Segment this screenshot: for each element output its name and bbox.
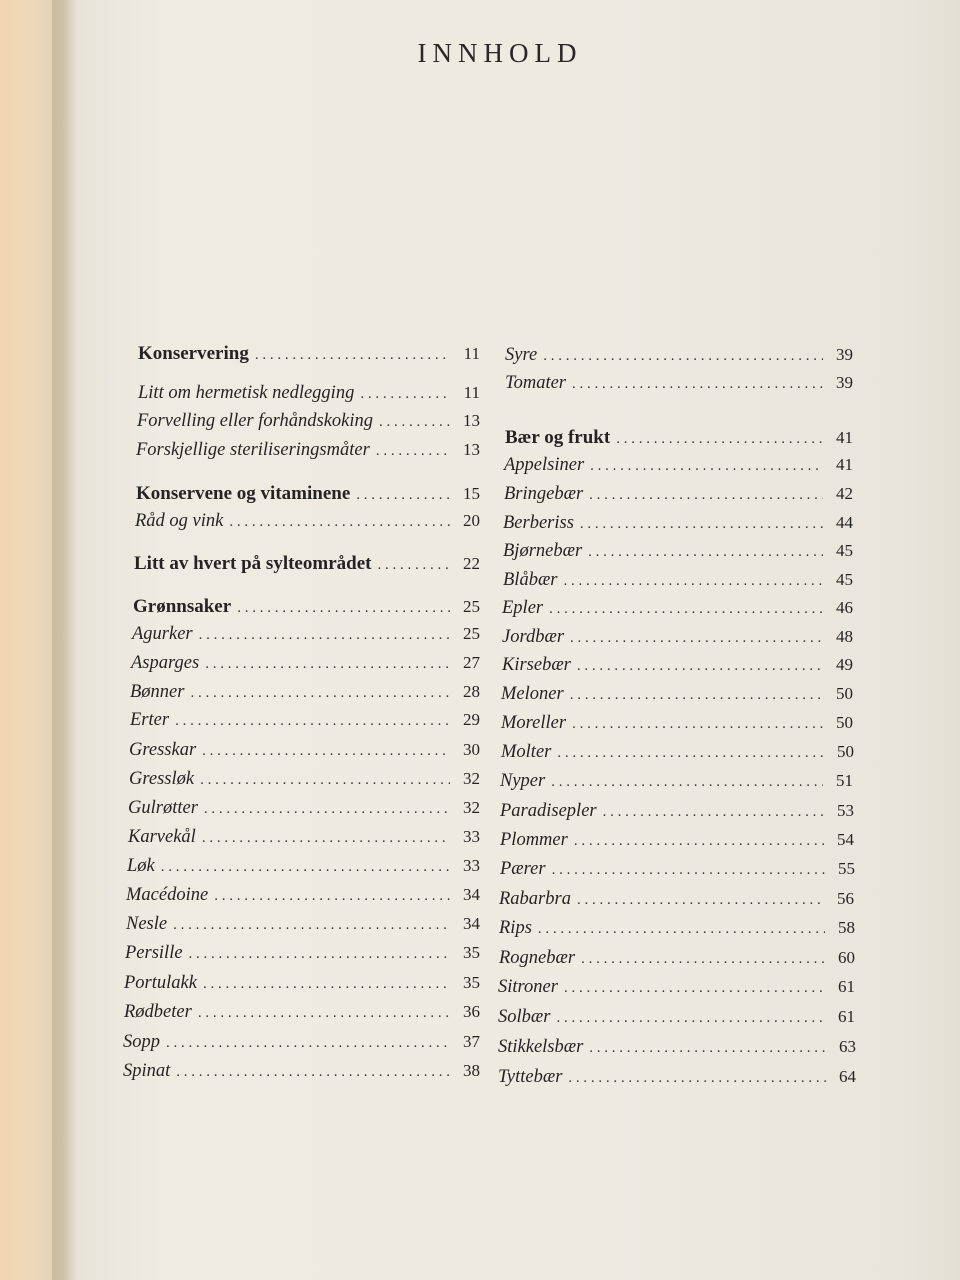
toc-entry-tyttebaer (498, 1067, 856, 1093)
toc-entry-page-number: 48 (836, 627, 853, 646)
dot-leader (175, 713, 450, 730)
toc-entry-label: Meloner (501, 684, 564, 704)
toc-entry-konservene-og-vitaminene (136, 483, 480, 509)
toc-entry-page-number: 11 (463, 344, 480, 363)
toc-entry-paerer (500, 859, 855, 885)
dot-leader (603, 804, 824, 821)
toc-entry-label: Agurker (132, 624, 193, 644)
toc-entry-label: Solbær (498, 1007, 551, 1027)
dot-leader (551, 774, 823, 791)
toc-entry-label: Konservering (138, 343, 249, 364)
toc-entry-label: Jordbær (502, 627, 565, 647)
dot-leader (563, 573, 823, 590)
toc-entry-konservering (138, 343, 480, 369)
toc-entry-appelsiner (504, 455, 853, 481)
toc-entry-label: Løk (127, 856, 155, 876)
toc-entry-macedoine (126, 885, 480, 911)
toc-entry-forvelling-eller-forhandskoking (137, 411, 480, 437)
toc-entry-page-number: 50 (837, 742, 854, 761)
toc-entry-baer-og-frukt (505, 427, 853, 453)
toc-entry-rabarbra (499, 889, 854, 915)
dot-leader (588, 544, 823, 561)
toc-entry-label: Bær og frukt (505, 427, 611, 448)
dot-leader (204, 801, 450, 818)
toc-entry-label: Tyttebær (498, 1067, 563, 1087)
dot-leader (360, 386, 450, 403)
dot-leader (214, 888, 450, 905)
toc-entry-gronnsaker (133, 596, 480, 622)
toc-entry-label: Stikkelsbær (498, 1037, 584, 1057)
toc-entry-rognebaer (499, 948, 855, 974)
toc-entry-page-number: 49 (836, 655, 853, 674)
dot-leader (574, 833, 824, 850)
toc-entry-label: Syre (505, 345, 538, 365)
dot-leader (199, 627, 450, 644)
toc-entry-page-number: 30 (463, 740, 480, 759)
toc-entry-portulakk (124, 973, 480, 999)
toc-entry-nyper (500, 771, 853, 797)
dot-leader (173, 917, 450, 934)
toc-entry-label: Litt av hvert på sylteområdet (134, 553, 372, 574)
toc-entry-page-number: 35 (463, 973, 480, 992)
dot-leader (205, 656, 450, 673)
toc-entry-paradisepler (500, 801, 854, 827)
dot-leader (229, 514, 450, 531)
toc-entry-epler (502, 598, 853, 624)
toc-entry-page-number: 50 (836, 684, 853, 703)
toc-entry-page-number: 35 (463, 943, 480, 962)
toc-entry-forskjellige-steriliseringsmater (136, 440, 480, 466)
toc-entry-page-number: 36 (463, 1002, 480, 1021)
toc-entry-page-number: 27 (463, 653, 480, 672)
dot-leader (538, 921, 825, 938)
toc-entry-berberiss (503, 513, 853, 539)
dot-leader (198, 1005, 450, 1022)
toc-entry-rad-og-vink (135, 511, 480, 537)
toc-entry-label: Råd og vink (135, 511, 224, 531)
dot-leader (564, 980, 825, 997)
dot-leader (166, 1035, 450, 1052)
dot-leader (379, 414, 450, 431)
toc-entry-label: Forvelling eller forhåndskoking (137, 411, 374, 431)
toc-entry-gresslok (129, 769, 480, 795)
toc-entry-label: Grønnsaker (133, 596, 232, 617)
toc-entry-label: Gresskar (129, 740, 197, 760)
toc-entry-gresskar (129, 740, 480, 766)
toc-entry-label: Nyper (500, 771, 546, 791)
dot-leader (202, 743, 450, 760)
dot-leader (590, 458, 823, 475)
toc-entry-rodbeter (124, 1002, 480, 1028)
toc-entry-persille (125, 943, 480, 969)
dot-leader (572, 716, 823, 733)
toc-entry-label: Nesle (126, 914, 168, 934)
toc-entry-karvekal (128, 827, 480, 853)
dot-leader (589, 1040, 826, 1057)
toc-entry-page-number: 29 (463, 710, 480, 729)
toc-entry-label: Appelsiner (504, 455, 585, 475)
toc-entry-nesle (126, 914, 480, 940)
dot-leader (552, 862, 825, 879)
toc-entry-page-number: 25 (463, 624, 480, 643)
toc-entry-label: Epler (502, 598, 544, 618)
toc-entry-kirsebaer (502, 655, 853, 681)
toc-entry-litt-av-hvert-pa-sylteomradet (134, 553, 480, 579)
toc-entry-bringebaer (504, 484, 853, 510)
dot-leader (202, 830, 450, 847)
toc-entry-page-number: 42 (836, 484, 853, 503)
toc-entry-page-number: 53 (837, 801, 854, 820)
toc-entry-page-number: 11 (463, 383, 480, 402)
toc-entry-page-number: 45 (836, 541, 853, 560)
toc-entry-gulrotter (128, 798, 480, 824)
toc-entry-label: Gressløk (129, 769, 195, 789)
toc-entry-label: Sopp (123, 1032, 160, 1052)
toc-entry-page-number: 46 (836, 598, 853, 617)
toc-entry-label: Tomater (505, 373, 567, 393)
toc-entry-page-number: 39 (836, 373, 853, 392)
toc-entry-label: Asparges (131, 653, 200, 673)
toc-entry-page-number: 37 (463, 1032, 480, 1051)
dot-leader (570, 687, 823, 704)
toc-entry-page-number: 38 (463, 1061, 480, 1080)
toc-entry-page-number: 61 (838, 1007, 855, 1026)
toc-entry-page-number: 41 (836, 455, 853, 474)
toc-entry-page-number: 63 (839, 1037, 856, 1056)
toc-entry-label: Rognebær (499, 948, 576, 968)
toc-entry-label: Persille (125, 943, 183, 963)
toc-entry-page-number: 60 (838, 948, 855, 967)
toc-entry-agurker (132, 624, 480, 650)
toc-entry-label: Macédoine (126, 885, 209, 905)
toc-entry-page-number: 13 (463, 440, 480, 459)
toc-entry-page-number: 56 (837, 889, 854, 908)
toc-entry-page-number: 34 (463, 914, 480, 933)
dot-leader (255, 347, 450, 364)
toc-entry-page-number: 33 (463, 856, 480, 875)
dot-leader (189, 946, 450, 963)
toc-entry-label: Moreller (501, 713, 567, 733)
dot-leader (589, 487, 823, 504)
toc-entry-meloner (501, 684, 853, 710)
toc-entry-label: Karvekål (128, 827, 196, 847)
toc-entry-label: Molter (501, 742, 552, 762)
toc-entry-page-number: 55 (838, 859, 855, 878)
toc-entry-blabaer (503, 570, 853, 596)
dot-leader (557, 745, 824, 762)
toc-entry-label: Pærer (500, 859, 546, 879)
toc-entry-page-number: 54 (837, 830, 854, 849)
toc-entry-label: Bønner (130, 682, 185, 702)
toc-entry-label: Bringebær (504, 484, 584, 504)
toc-entry-page-number: 61 (838, 977, 855, 996)
toc-entry-spinat (123, 1061, 480, 1087)
toc-entry-page-number: 20 (463, 511, 480, 530)
dot-leader (616, 431, 823, 448)
toc-entry-label: Paradisepler (500, 801, 597, 821)
toc-entry-page-number: 22 (463, 554, 480, 573)
toc-entry-page-number: 51 (836, 771, 853, 790)
toc-entry-label: Sitroner (498, 977, 558, 997)
toc-entry-label: Rødbeter (124, 1002, 192, 1022)
toc-entry-page-number: 32 (463, 769, 480, 788)
toc-entry-page-number: 58 (838, 918, 855, 937)
toc-entry-tomater (505, 373, 853, 399)
toc-entry-label: Erter (130, 710, 170, 730)
toc-entry-bjornebaer (503, 541, 853, 567)
toc-entry-label: Kirsebær (502, 655, 571, 675)
toc-entry-page-number: 13 (463, 411, 480, 430)
toc-entry-label: Blåbær (503, 570, 558, 590)
toc-entry-label: Rabarbra (499, 889, 571, 909)
toc-entry-sitroner (498, 977, 855, 1003)
dot-leader (176, 1064, 450, 1081)
toc-entry-label: Gulrøtter (128, 798, 198, 818)
dot-leader (203, 976, 450, 993)
toc-entry-label: Rips (499, 918, 532, 938)
toc-entry-label: Portulakk (124, 973, 197, 993)
toc-entry-lok (127, 856, 480, 882)
toc-entry-page-number: 41 (836, 428, 853, 447)
toc-entry-syre (505, 345, 853, 371)
toc-entry-molter (501, 742, 854, 768)
dot-leader (577, 892, 824, 909)
toc-entry-page-number: 64 (839, 1067, 856, 1086)
dot-leader (572, 376, 823, 393)
toc-entry-page-number: 15 (463, 484, 480, 503)
toc-entry-solbaer (498, 1007, 855, 1033)
page-title: INNHOLD (417, 38, 583, 68)
toc-entry-label: Litt om hermetisk nedlegging (138, 383, 355, 403)
dot-leader (556, 1010, 825, 1027)
dot-leader (356, 487, 450, 504)
toc-entry-jordbaer (502, 627, 853, 653)
toc-entry-plommer (500, 830, 854, 856)
toc-entry-moreller (501, 713, 853, 739)
toc-entry-page-number: 44 (836, 513, 853, 532)
toc-entry-page-number: 33 (463, 827, 480, 846)
dot-leader (570, 630, 823, 647)
toc-entry-asparges (131, 653, 480, 679)
dot-leader (200, 772, 450, 789)
toc-entry-page-number: 39 (836, 345, 853, 364)
toc-entry-label: Spinat (123, 1061, 171, 1081)
toc-entry-sopp (123, 1032, 480, 1058)
toc-entry-erter (130, 710, 480, 736)
toc-entry-label: Forskjellige steriliseringsmåter (136, 440, 370, 460)
dot-leader (237, 600, 450, 617)
dot-leader (580, 516, 823, 533)
dot-leader (377, 557, 450, 574)
toc-entry-label: Berberiss (503, 513, 574, 533)
toc-entry-label: Konservene og vitaminene (136, 483, 351, 504)
dot-leader (581, 951, 825, 968)
toc-entry-bonner (130, 682, 480, 708)
toc-entry-rips (499, 918, 855, 944)
dot-leader (568, 1070, 826, 1087)
toc-entry-page-number: 34 (463, 885, 480, 904)
toc-entry-page-number: 32 (463, 798, 480, 817)
toc-entry-page-number: 25 (463, 597, 480, 616)
toc-entry-label: Bjørnebær (503, 541, 583, 561)
dot-leader (190, 685, 450, 702)
toc-entry-label: Plommer (500, 830, 568, 850)
dot-leader (376, 443, 450, 460)
toc-entry-page-number: 50 (836, 713, 853, 732)
toc-entry-litt-om-hermetisk-nedlegging (138, 383, 480, 409)
toc-entry-page-number: 45 (836, 570, 853, 589)
dot-leader (549, 601, 823, 618)
toc-entry-stikkelsbaer (498, 1037, 856, 1063)
toc-entry-page-number: 28 (463, 682, 480, 701)
dot-leader (161, 859, 450, 876)
dot-leader (577, 658, 823, 675)
dot-leader (543, 348, 823, 365)
